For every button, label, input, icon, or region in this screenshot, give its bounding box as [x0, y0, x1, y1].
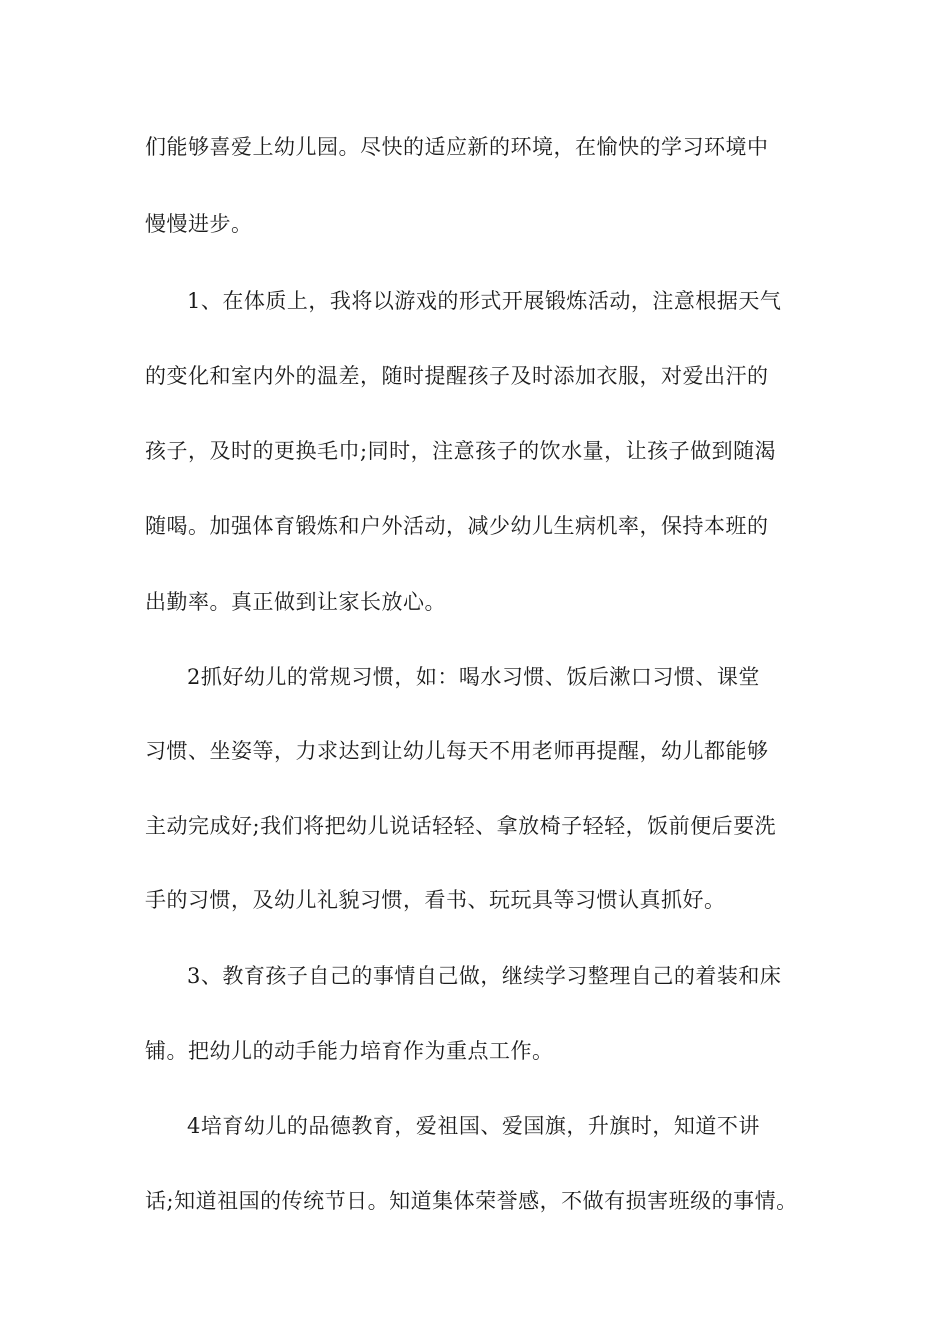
paragraph-4-start: 4培育幼儿的品德教育，爱祖国、爱国旗，升旗时，知道不讲: [187, 1114, 760, 1138]
text-line: 们能够喜爱上幼儿园。尽快的适应新的环境，在愉快的学习环境中: [145, 135, 769, 159]
paragraph-1-start: 1、在体质上，我将以游戏的形式开展锻炼活动，注意根据天气: [187, 289, 782, 313]
paragraph-3-start: 3、教育孩子自己的事情自己做，继续学习整理自己的着装和床: [187, 964, 782, 988]
text-line: 主动完成好;我们将把幼儿说话轻轻、拿放椅子轻轻，饭前便后要洗: [145, 814, 777, 838]
text-line: 慢慢进步。: [145, 212, 253, 236]
text-line: 孩子，及时的更换毛巾;同时，注意孩子的饮水量，让孩子做到随渴: [145, 439, 777, 463]
text-line: 话;知道祖国的传统节日。知道集体荣誉感，不做有损害班级的事情。: [145, 1189, 798, 1213]
text-line: 铺。把幼儿的动手能力培育作为重点工作。: [145, 1039, 554, 1063]
text-line: 随喝。加强体育锻炼和户外活动，减少幼儿生病机率，保持本班的: [145, 514, 769, 538]
text-line: 出勤率。真正做到让家长放心。: [145, 590, 446, 614]
text-line: 手的习惯，及幼儿礼貌习惯，看书、玩玩具等习惯认真抓好。: [145, 888, 726, 912]
text-line: 的变化和室内外的温差，随时提醒孩子及时添加衣服，对爱出汗的: [145, 364, 769, 388]
text-line: 习惯、坐姿等，力求达到让幼儿每天不用老师再提醒，幼儿都能够: [145, 739, 769, 763]
paragraph-2-start: 2抓好幼儿的常规习惯，如：喝水习惯、饭后漱口习惯、课堂: [187, 665, 760, 689]
